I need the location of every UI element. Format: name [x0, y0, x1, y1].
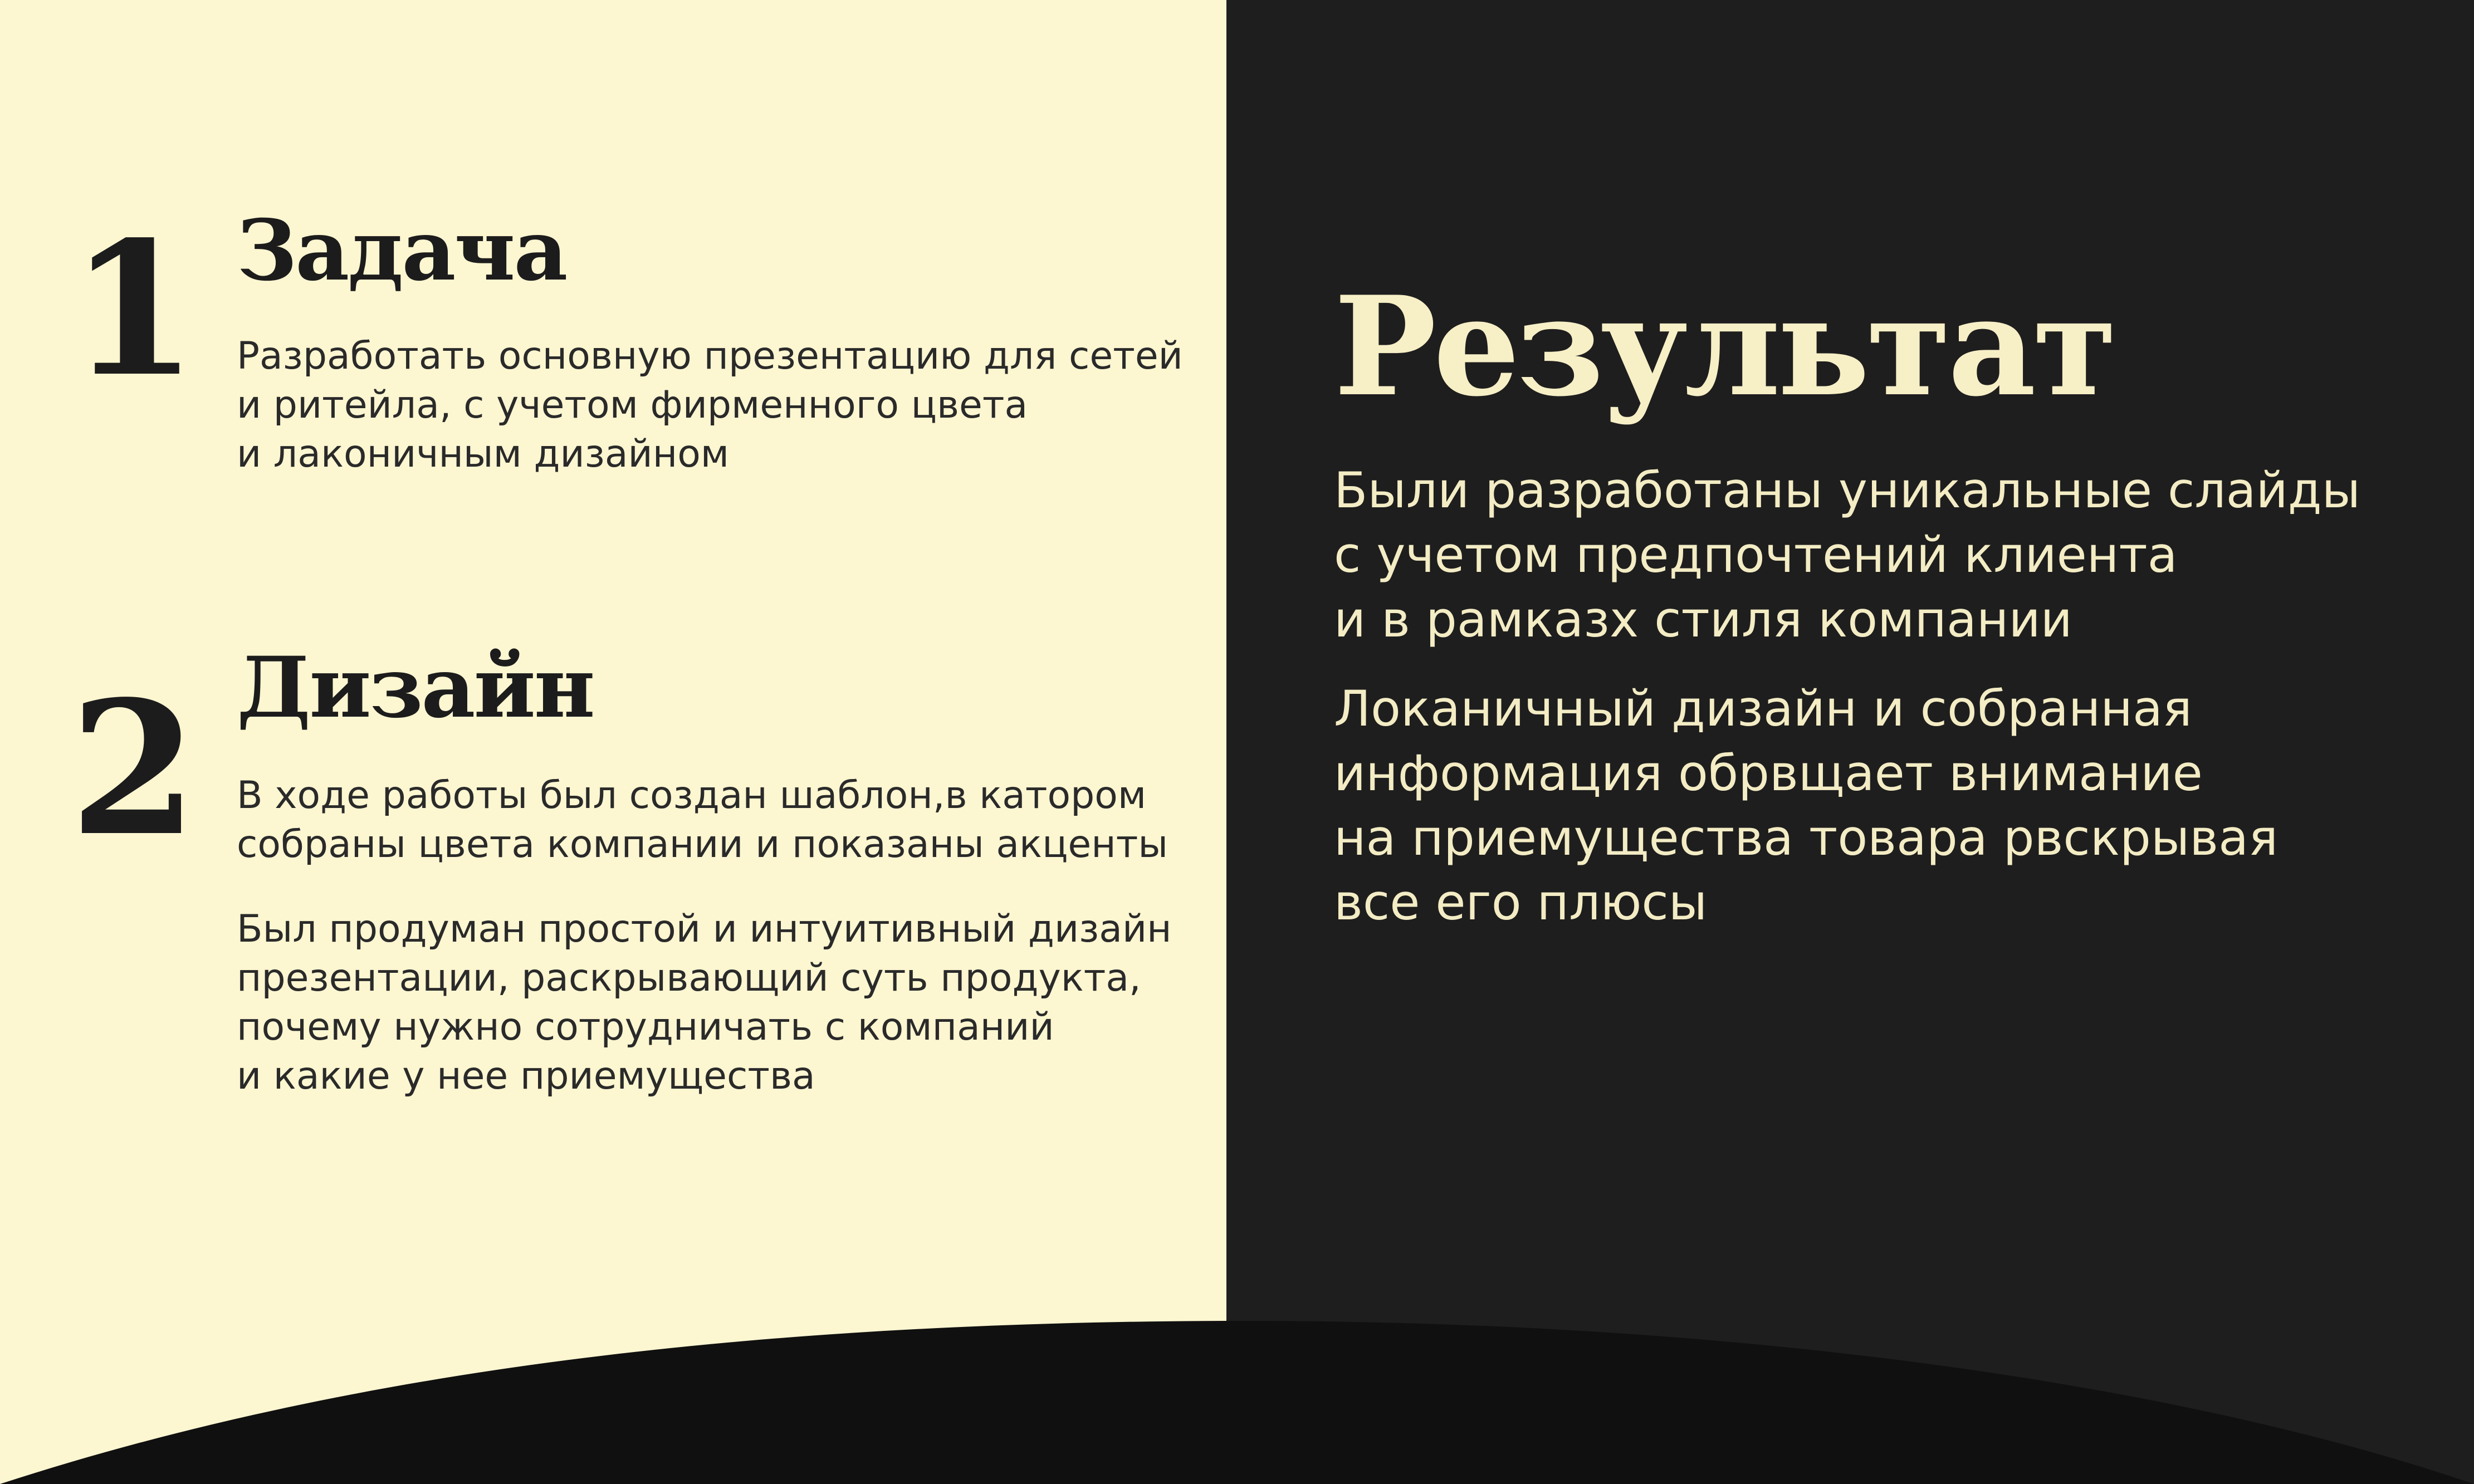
- step-design-description-2: Был продуман простой и интуитивный дизайн презентации, раскрывающий суть продукта, почему нужно сотрудничать с компаний и какие у нее приемущества: [237, 907, 1172, 1098]
- result-title: Результат: [1334, 266, 2114, 427]
- step-task-description: Разработать основную презентацию для сетей и ритейла, с учетом фирменного цвета и лаконичным дизайном: [237, 334, 1183, 476]
- step-number-1: 1: [70, 201, 192, 417]
- step-title-design: Дизайн: [237, 639, 594, 737]
- step-title-task: Задача: [237, 202, 566, 300]
- result-description-1: Были разработаны уникальные слайды с учетом предпочтений клиента и в рамказх стиля компании: [1334, 462, 2361, 648]
- step-design-description-1: В ходе работы был создан шаблон,в катором собраны цвета компании и показаны акценты: [237, 773, 1168, 866]
- result-description-2: Локаничный дизайн и собранная информация обрвщает внимание на приемущества товара рвскрывая все его плюсы: [1334, 680, 2279, 931]
- step-number-2: 2: [70, 660, 192, 876]
